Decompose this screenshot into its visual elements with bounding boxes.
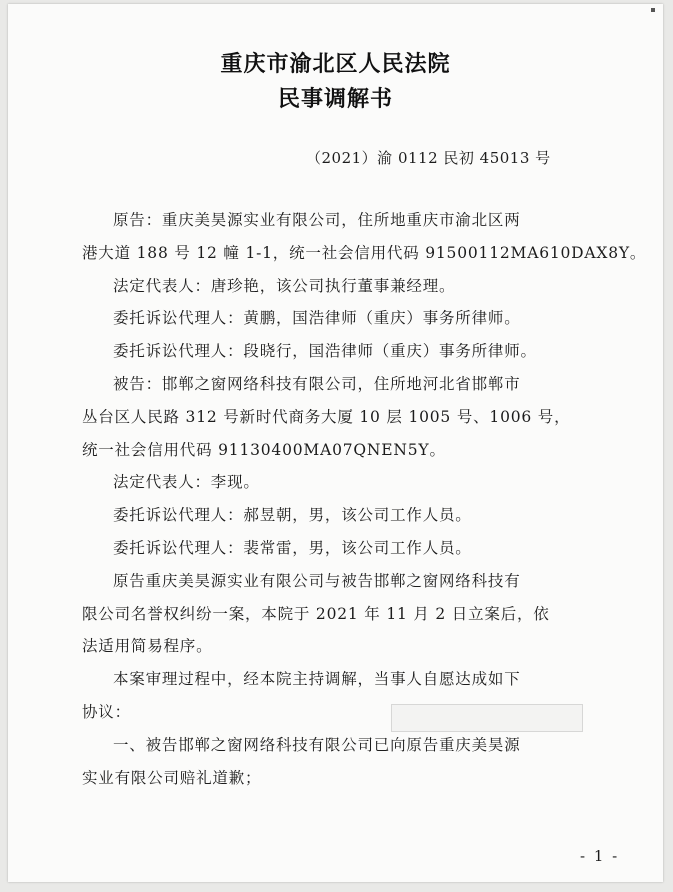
body-line: 一、被告邯郸之窗网络科技有限公司已向原告重庆美昊源 — [113, 735, 521, 754]
body-line: 委托诉讼代理人：黄鹏，国浩律师（重庆）事务所律师。 — [113, 309, 521, 328]
body-line: 限公司名誉权纠纷一案，本院于 2021 年 11 月 2 日立案后，依 — [82, 604, 550, 623]
body-line: 原告重庆美昊源实业有限公司与被告邯郸之窗网络科技有 — [113, 571, 521, 590]
body-line: 本案审理过程中，经本院主持调解，当事人自愿达成如下 — [113, 670, 521, 689]
body-line: 协议： — [82, 702, 131, 721]
document-page — [8, 4, 663, 882]
body-line: 被告：邯郸之窗网络科技有限公司，住所地河北省邯郸市 — [113, 374, 521, 393]
scan-corner-mark — [651, 8, 655, 12]
body-line: 委托诉讼代理人：裴常雷，男，该公司工作人员。 — [113, 538, 472, 557]
document-body — [82, 204, 647, 794]
document-type: 民事调解书 — [277, 86, 393, 112]
body-line: 法定代表人：李现。 — [113, 473, 260, 492]
case-number: （2021）渝 0112 民初 45013 号 — [306, 149, 551, 167]
body-line: 委托诉讼代理人：郝昱朝，男，该公司工作人员。 — [113, 506, 472, 525]
body-line: 港大道 188 号 12 幢 1-1，统一社会信用代码 91500112MA610DAX8Y。 — [82, 243, 647, 262]
court-name: 重庆市渝北区人民法院 — [220, 51, 451, 77]
body-line: 丛台区人民路 312 号新时代商务大厦 10 层 1005 号、1006 号， — [82, 407, 571, 426]
body-line: 实业有限公司赔礼道歉； — [82, 768, 262, 787]
body-line: 原告：重庆美昊源实业有限公司，住所地重庆市渝北区两 — [113, 211, 521, 229]
body-line: 法适用简易程序。 — [82, 637, 213, 656]
body-line: 统一社会信用代码 91130400MA07QNEN5Y。 — [82, 440, 446, 459]
body-line: 法定代表人：唐珍艳，该公司执行董事兼经理。 — [113, 276, 456, 295]
body-line: 委托诉讼代理人：段晓行，国浩律师（重庆）事务所律师。 — [113, 342, 537, 361]
page-number: - 1 - — [580, 847, 620, 865]
